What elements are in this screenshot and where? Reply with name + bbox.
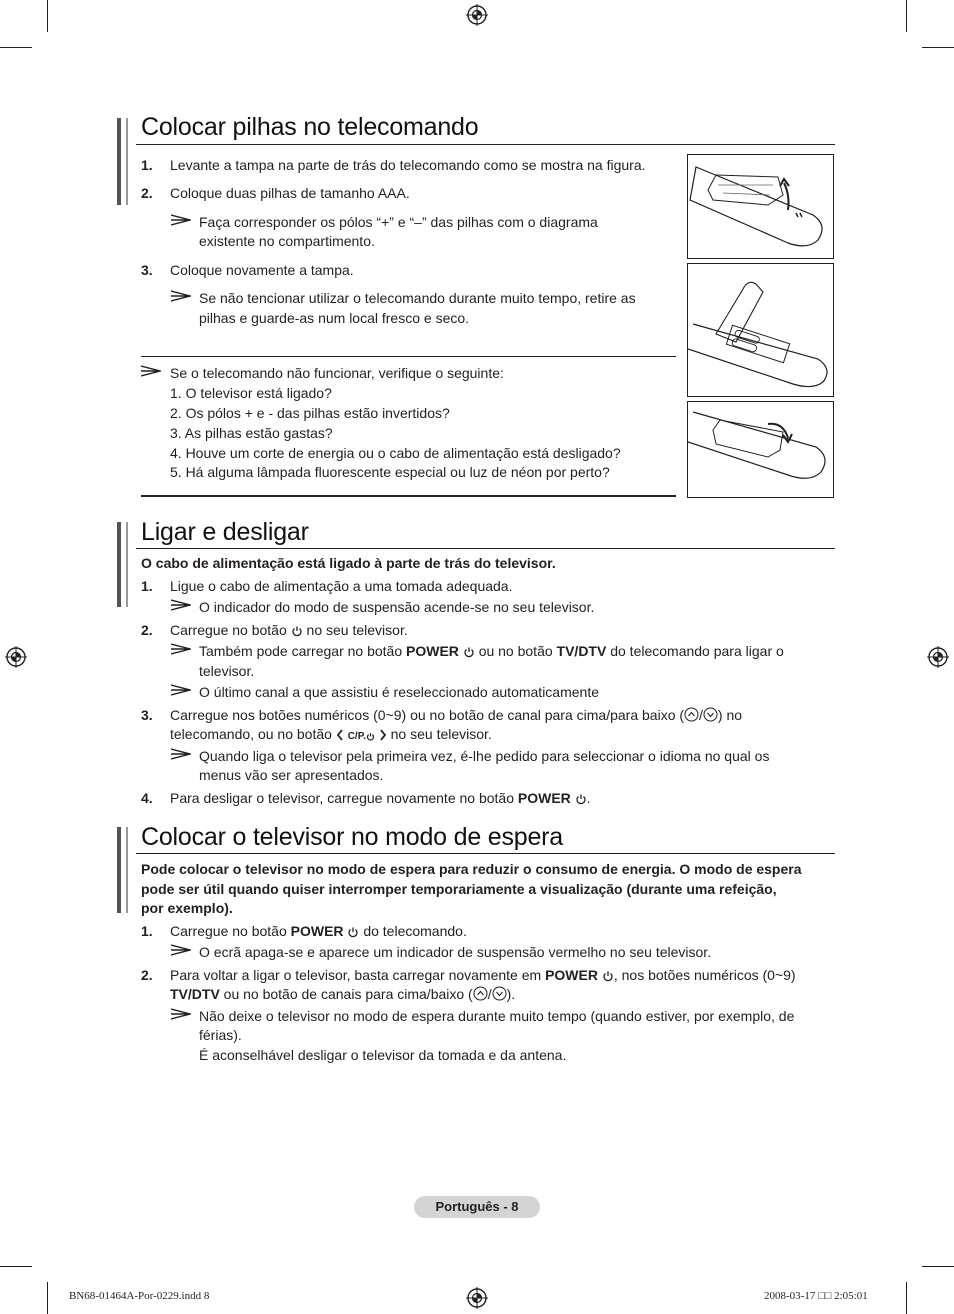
note-text-part: do telecomando para ligar o <box>610 643 784 659</box>
step-text-part: , nos botões numéricos (0~9) <box>613 967 796 983</box>
section-title-batteries: Colocar pilhas no telecomando <box>141 113 479 141</box>
step-text-part: ou no botão de canais para cima/baixo ( <box>223 986 473 1002</box>
section-marker <box>126 827 128 913</box>
tvdtv-label: TV/DTV <box>556 643 607 659</box>
section-intro: O cabo de alimentação está ligado à parte de trás do televisor. <box>141 555 556 571</box>
step-text-part: telecomando, ou no botão <box>170 726 332 742</box>
up-icon <box>473 986 488 1001</box>
section-intro: por exemplo). <box>141 900 233 916</box>
step-text <box>170 965 796 985</box>
remote-figure-close-lid <box>687 401 834 498</box>
step-text <box>170 921 467 941</box>
step-number: 1. <box>141 578 153 594</box>
arrow-note-icon <box>141 365 161 377</box>
step-text-part: Carregue no botão <box>170 923 287 939</box>
note-text: menus vão ser apresentados. <box>199 767 384 783</box>
section-marker <box>117 827 121 913</box>
section-rule <box>136 144 835 145</box>
section-marker <box>126 118 128 205</box>
arrow-note-icon <box>171 643 191 655</box>
list-item: 4. Houve um corte de energia ou o cabo de alimentação está desligado? <box>170 445 621 461</box>
note-text: Faça corresponder os pólos “+” e “–” das pilhas com o diagrama <box>199 214 598 230</box>
step-number: 2. <box>141 967 153 983</box>
step-text: TV/DTV ou no botão de canais para cima/baixo ( / ). <box>170 986 516 1002</box>
crop-mark <box>906 0 907 32</box>
crop-mark <box>0 1266 32 1267</box>
step-text: Coloque novamente a tampa. <box>170 262 354 278</box>
step-text-part: no seu televisor. <box>306 622 408 638</box>
note-text: O indicador do modo de suspensão acende-se no seu televisor. <box>199 599 595 615</box>
note-text: O ecrã apaga-se e aparece um indicador de suspensão vermelho no seu televisor. <box>199 944 712 960</box>
registration-mark-icon <box>927 646 949 668</box>
arrow-note-icon <box>171 290 191 302</box>
note-text-part: ou no botão <box>478 643 553 659</box>
up-icon <box>684 707 699 722</box>
note-text: Quando liga o televisor pela primeira vez, é-lhe pedido para seleccionar o idioma no qual os <box>199 748 770 764</box>
step-text: Levante a tampa na parte de trás do telecomando como se mostra na figura. <box>170 157 646 173</box>
section-marker <box>117 522 121 607</box>
tvdtv-label: TV/DTV <box>170 986 220 1002</box>
arrow-note-icon <box>171 944 191 956</box>
section-intro: Pode colocar o televisor no modo de espera para reduzir o consumo de energia. O modo de espera <box>141 861 802 877</box>
crop-mark <box>922 47 954 48</box>
section-rule <box>136 548 835 549</box>
note-text: Não deixe o televisor no modo de espera durante muito tempo (quando estiver, por exemplo, de <box>199 1008 795 1024</box>
power-icon <box>602 970 614 982</box>
crop-mark <box>0 47 32 48</box>
channel-label: C/P. <box>347 731 366 742</box>
arrow-note-icon <box>171 684 191 696</box>
step-text-part: Carregue no botão <box>170 622 287 638</box>
note-text: O último canal a que assistiu é reseleccionado automaticamente <box>199 684 599 700</box>
box-top-rule <box>141 356 676 357</box>
step-text <box>170 788 591 808</box>
chevron-left-icon <box>336 729 344 741</box>
note-text: Se não tencionar utilizar o telecomando durante muito tempo, retire as <box>199 290 636 306</box>
step-number: 2. <box>141 185 153 201</box>
power-icon <box>366 732 375 741</box>
step-number: 1. <box>141 157 153 173</box>
section-marker <box>117 118 121 205</box>
step-number: 3. <box>141 262 153 278</box>
power-label: POWER <box>545 967 598 983</box>
remote-figure-batteries <box>687 263 834 397</box>
footer-date: 2008-03-17 □□ 2:05:01 <box>764 1290 868 1302</box>
step-text-part: Carregue nos botões numéricos (0~9) ou no botão de canal para cima/para baixo ( <box>170 707 685 723</box>
step-text-part: ). <box>506 986 516 1002</box>
section-title-power: Ligar e desligar <box>141 518 309 546</box>
arrow-note-icon <box>171 748 191 760</box>
step-number: 3. <box>141 707 153 723</box>
list-item: 5. Há alguma lâmpada fluorescente especial ou luz de néon por perto? <box>170 464 610 480</box>
registration-mark-icon <box>466 4 488 26</box>
power-icon <box>291 625 303 637</box>
chevron-right-icon <box>379 729 387 741</box>
step-text-part: Para desligar o televisor, carregue novamente no botão <box>170 790 514 806</box>
note-text-part: Também pode carregar no botão <box>199 643 403 659</box>
list-item: 1. O televisor está ligado? <box>170 385 332 401</box>
step-text-part: no seu televisor. <box>390 726 492 742</box>
crop-mark <box>47 1282 48 1314</box>
arrow-note-icon <box>171 214 191 226</box>
arrow-note-icon <box>171 1008 191 1020</box>
down-icon <box>492 986 507 1001</box>
arrow-note-icon <box>171 599 191 611</box>
registration-mark-icon <box>466 1287 488 1309</box>
step-number: 1. <box>141 923 153 939</box>
note-text: É aconselhável desligar o televisor da tomada e da antena. <box>199 1047 567 1063</box>
step-text-part: Para voltar a ligar o televisor, basta carregar novamente em <box>170 967 542 983</box>
page-number-badge: Português - 8 <box>414 1196 540 1218</box>
step-text-part: ) no <box>717 707 743 723</box>
step-text: Ligue o cabo de alimentação a uma tomada adequada. <box>170 578 513 594</box>
section-title-standby: Colocar o televisor no modo de espera <box>141 823 564 851</box>
step-number: 4. <box>141 790 153 806</box>
step-text-part: do telecomando. <box>363 923 467 939</box>
power-label: POWER <box>406 643 459 659</box>
step-text <box>170 620 408 640</box>
registration-mark-icon <box>5 646 27 668</box>
down-icon <box>703 707 718 722</box>
crop-mark <box>906 1282 907 1314</box>
section-marker <box>126 522 128 607</box>
crop-mark <box>47 0 48 32</box>
power-icon <box>347 926 359 938</box>
note-text: férias). <box>199 1027 242 1043</box>
box-intro: Se o telecomando não funcionar, verifique o seguinte: <box>170 365 504 381</box>
step-text-part: . <box>586 790 591 806</box>
step-number: 2. <box>141 622 153 638</box>
remote-figure-open-lid <box>687 154 834 259</box>
note-text: televisor. <box>199 663 255 679</box>
power-icon <box>463 646 475 658</box>
note-text: existente no compartimento. <box>199 233 375 249</box>
list-item: 3. As pilhas estão gastas? <box>170 425 333 441</box>
box-bottom-rule <box>141 495 676 497</box>
step-text: Carregue nos botões numéricos (0~9) ou no botão de canal para cima/para baixo ( / ) no <box>170 707 743 723</box>
power-icon <box>575 793 587 805</box>
note-text: pilhas e guarde-as num local fresco e seco. <box>199 310 470 326</box>
crop-mark <box>922 1266 954 1267</box>
section-intro: pode ser útil quando quiser interromper temporariamente a visualização (durante uma refeição, <box>141 881 777 897</box>
section-rule <box>136 853 835 854</box>
footer-file: BN68-01464A-Por-0229.indd 8 <box>69 1290 210 1302</box>
power-label: POWER <box>517 790 571 806</box>
step-text: Coloque duas pilhas de tamanho AAA. <box>170 185 410 201</box>
list-item: 2. Os pólos + e - das pilhas estão invertidos? <box>170 405 450 421</box>
power-label: POWER <box>290 923 344 939</box>
step-text <box>170 724 492 747</box>
note-text <box>199 641 784 661</box>
